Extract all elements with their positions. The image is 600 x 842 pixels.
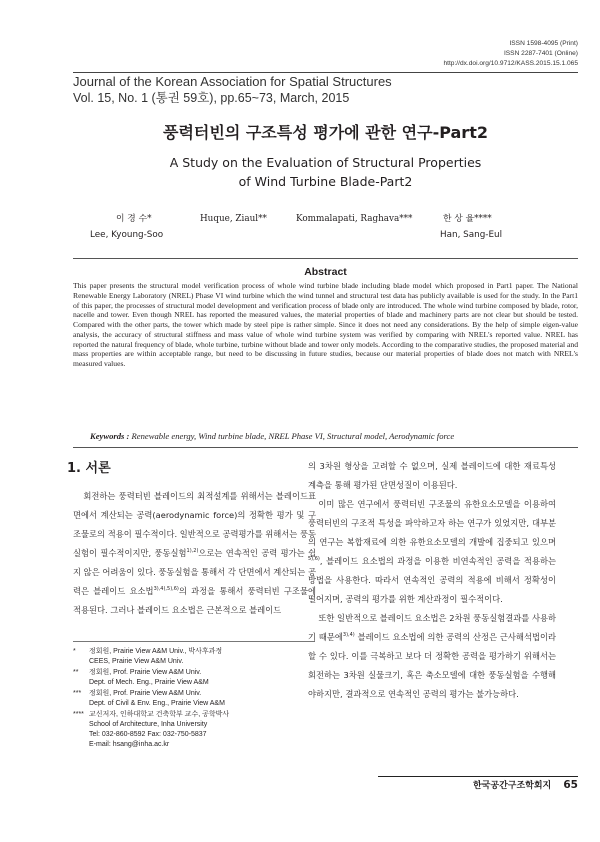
- footnote-2: ** 정회원, Prof. Prairie View A&M Univ. Dept. of Mech. Eng., Prairie View A&M: [73, 668, 315, 688]
- doi-link[interactable]: http://dx.doi.org/10.9712/KASS.2015.15.1.065: [443, 60, 578, 67]
- journal-name: Journal of the Korean Association for Spatial Structures: [73, 74, 392, 89]
- footnote-1: * 정회원, Prairie View A&M Univ., 박사후과정 CEES, Prairie View A&M Univ.: [73, 647, 315, 667]
- footnote-mark: ***: [73, 689, 82, 697]
- paragraph: 이미 많은 연구에서 풍력터빈 구조물의 유한요소모델을 이용하여 풍력터빈의 구조적 특성을 파악하고자 하는 연구가 있었지만, 대부분의 연구는 복합재료에 의한 유한요소모델의 개발에 집중되고 있으며$^{5),6)}$, 블레이드 요소법의 과정을 이용한 비연속적인 공력을 적용하는 방법을 사용한다. 따라서 연속적인 공력의 적용에 비해서 정확성이 떨어지며, 공력의 평가를 위한 계산과정이 필수적이다.: [308, 499, 556, 604]
- title-korean: 풍력터빈의 구조특성 평가에 관한 연구-Part2: [163, 123, 488, 142]
- right-column-text: [308, 457, 556, 704]
- keywords-list: Renewable energy, Wind turbine blade, NREL Phase VI, Structural model, Aerodynamic force: [131, 431, 455, 441]
- title-english-line2: of Wind Turbine Blade-Part2: [238, 174, 413, 189]
- issn-online: ISSN 2287-7401 (Online): [503, 50, 578, 57]
- footnote-mark: ****: [73, 710, 84, 718]
- volume-info: Vol. 15, No. 1 (통권 59호), pp.65~73, March, 2015: [73, 91, 350, 105]
- author-email[interactable]: E-mail: hsang@inha.ac.kr: [89, 741, 170, 749]
- footnotes: [73, 647, 315, 751]
- issn-block: [443, 39, 578, 69]
- author-4-name-en: Han, Sang-Eul: [440, 230, 503, 240]
- abstract-bottom-rule: [73, 447, 578, 448]
- left-column-text: [73, 487, 316, 620]
- paragraph: 의 3차원 형상을 고려할 수 없으며, 실제 블레이드에 대한 재료특성 계측을 통해 평가된 단면성질이 이용된다.: [308, 461, 556, 490]
- keywords-label: Keywords :: [90, 431, 132, 441]
- author-1-name-en: Lee, Kyoung-Soo: [90, 230, 164, 240]
- keywords: [90, 431, 578, 442]
- section-heading-introduction: 1. 서론: [67, 461, 111, 476]
- citation[interactable]: 1),2): [186, 548, 199, 555]
- paragraph: 회전하는 풍력터빈 블레이드의 최적설계를 위해서는 블레이드표면에서 계산되는 공력(aerodynamic force)의 정확한 평가 및 구조물로의 적용이 필수적이다. 일반적으로 공력평가를 위해서는 풍동실험이 필수적이지만, 풍동실험$^{1),2)}$으로는 연속적인 공력 평가는 쉽지 않은 어려움이 있다. 풍동실험을 통해서 각 단면에서 계산되는 공력은 블레이드 요소법$^{3),4),5),6)}$의 과정을 통해서 풍력터빈 구조물에 적용된다. 그러나 블레이드 요소법은 근본적으로 블레이드: [73, 491, 317, 615]
- citation[interactable]: 3),4): [342, 632, 355, 639]
- citation[interactable]: 5),6): [308, 556, 320, 563]
- abstract-top-rule: [73, 258, 578, 259]
- title-english-line1: A Study on the Evaluation of Structural Properties: [169, 155, 482, 170]
- citation[interactable]: 3),4),5),6): [153, 586, 179, 593]
- author-4-name: 한 상 율****: [443, 214, 492, 224]
- author-2-name: Huque, Ziaul**: [200, 214, 267, 224]
- header-rule: [73, 72, 578, 73]
- footnote-4: **** 교신저자, 인하대학교 건축학부 교수, 공학박사 School of Architecture, Inha University Tel: 032-860-8592 Fax: 032-750-5837 E-mail: hsang@inha.ac.kr: [73, 710, 315, 751]
- page-footer: [473, 779, 578, 793]
- footer-rule: [378, 776, 578, 777]
- footer-journal: 한국공간구조학회지: [472, 781, 552, 791]
- author-3-name: Kommalapati, Raghava***: [296, 214, 413, 224]
- paragraph: 또한 일반적으로 블레이드 요소법은 2차원 풍동실험결과를 사용하기 때문에$^{3),4)}$ 블레이드 요소법에 의한 공력의 산정은 근사해석법이라 할 수 있다. 이를 극복하고 보다 더 정확한 공력을 평가하기 위해서는 회전하는 3차원 실물크기, 혹은 축소모델에 대한 풍동실험을 수행해야하지만, 결과적으로 연속적인 공력의 평가는 불가능하다.: [308, 613, 557, 699]
- footnote-3: *** 정회원, Prof. Prairie View A&M Univ. Dept. of Civil & Env. Eng., Prairie View A&M: [73, 689, 315, 709]
- footnote-rule: [73, 641, 315, 642]
- footnote-mark: *: [73, 648, 76, 655]
- abstract-text: This paper presents the structural model verification process of whole wind turbine blade including blade model which proposed in Part1 paper. The National Renewable Energy Laboratory (NREL) Phase VI wind turbine which the wind tunnel and structural test data has publicly available is used for the study. In the Part1 of this paper, the processes of structural model development and verification process of blade only are introduced. The whole wind turbine composed by blade, rotor, nacelle and tower. Even though NREL has reported the measured values, the material properties of blade and machinery parts are not clear but should be tested. Compared with the other parts, the tower which made by steel pipe is rather simple. Since it does not need any considerations. By the help of simple eigen-value analysis, the accuracy of structural stiffness and mass value of whole wind turbine system was verified by comparing with NREL's reported value. NREL has reported the natural frequency of blade, whole turbine, turbine without blade and tower only models. According to the comparative studies, the proposed material and mass properties are within acceptable range, but need to be discussing in future studies, because our material properties of blade does not match with NREL's measured values.: [73, 281, 578, 368]
- page-number: 65: [563, 779, 578, 791]
- footnote-mark: **: [73, 668, 79, 676]
- abstract-heading: Abstract: [304, 266, 347, 278]
- title-english: [73, 153, 578, 191]
- issn-print: ISSN 1598-4095 (Print): [509, 40, 578, 47]
- author-1-name: 이 경 수*: [116, 214, 152, 224]
